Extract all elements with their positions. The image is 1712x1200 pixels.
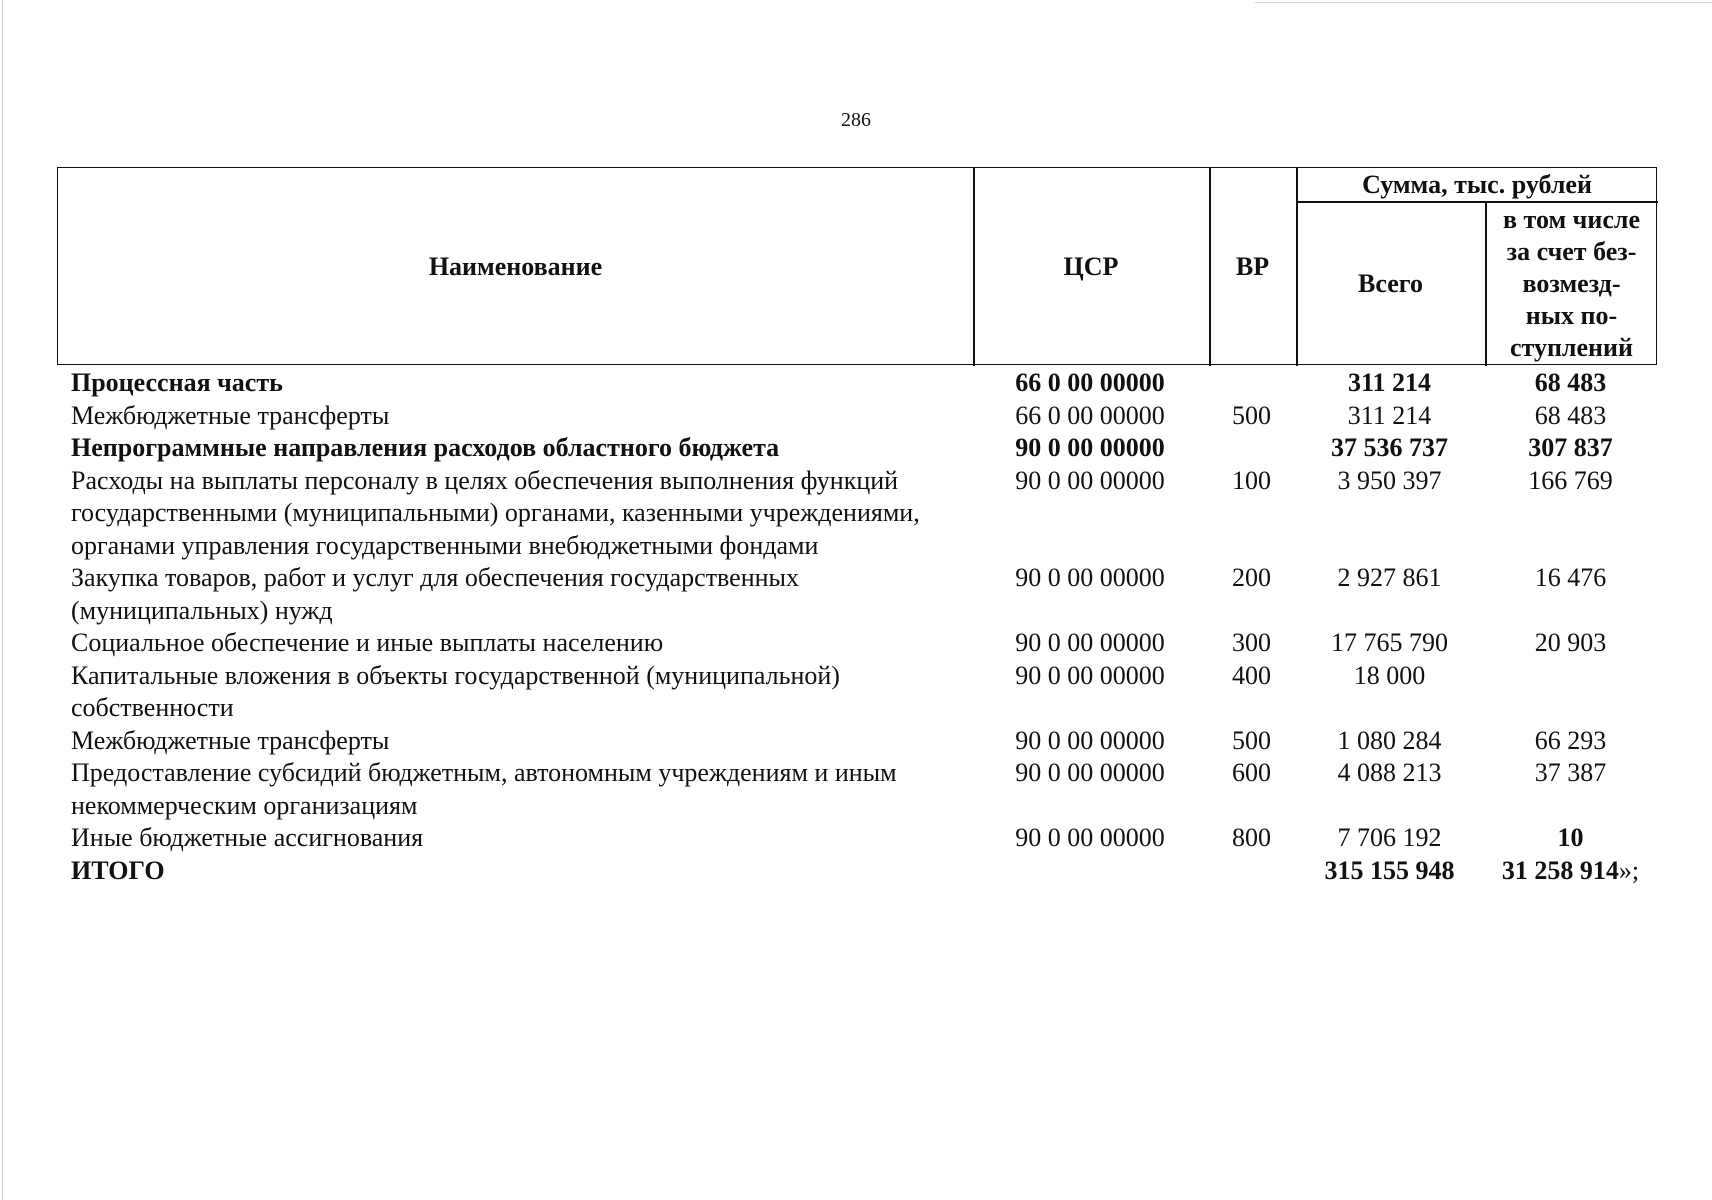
row-csr: [972, 855, 1208, 888]
row-csr: 90 0 00 00000: [1015, 660, 1165, 690]
row-name: Процессная часть: [71, 368, 283, 397]
table-row-total: [57, 855, 1657, 888]
row-vr: 600: [1232, 758, 1271, 787]
row-name: Закупка товаров, работ и услуг для обеспечения государственных (муниципальных) нужд: [71, 563, 800, 625]
row-gratis-cell: [1484, 855, 1657, 888]
row-csr: 90 0 00 00000: [1015, 628, 1165, 657]
row-csr: 90 0 00 00000: [1015, 823, 1165, 852]
row-gratis: 166 769: [1528, 465, 1613, 495]
header-csr: ЦСР: [1063, 252, 1119, 281]
row-gratis: 20 903: [1534, 628, 1607, 657]
page-number: 286: [841, 109, 871, 131]
row-csr: 90 0 00 00000: [1015, 563, 1165, 592]
row-csr: 90 0 00 00000: [1015, 758, 1165, 787]
row-gratis: 10: [1557, 823, 1584, 852]
row-vr: 200: [1232, 563, 1271, 592]
closing-quote: »;: [1618, 855, 1640, 885]
header-sum-group: Сумма, тыс. рублей: [1362, 169, 1592, 199]
row-gratis: 68 483: [1534, 400, 1607, 430]
table-row: [57, 367, 1657, 400]
row-total: 311 214: [1347, 400, 1432, 430]
row-vr: 800: [1232, 823, 1271, 852]
row-name: Межбюджетные трансферты: [71, 725, 390, 755]
row-gratis: 31 258 914: [1501, 855, 1619, 885]
table-row: [57, 465, 1657, 563]
header-name: Наименование: [428, 252, 603, 281]
table-row: [57, 432, 1657, 465]
table-row: [57, 757, 1657, 822]
row-name: Межбюджетные трансферты: [71, 400, 390, 430]
table-row: [57, 400, 1657, 433]
row-gratis: 66 293: [1534, 725, 1607, 755]
header-gratis-line: ступлений: [1509, 332, 1634, 362]
row-total: 1 080 284: [1337, 725, 1442, 755]
row-total: 18 000: [1353, 660, 1426, 690]
table-body: [57, 367, 1657, 887]
row-vr: [1208, 855, 1295, 888]
row-name: Предоставление субсидий бюджетным, автономным учреждениям и иным некоммерческим организациям: [71, 758, 897, 820]
scan-edge-top: [1255, 2, 1712, 3]
row-total: 37 536 737: [1331, 433, 1448, 462]
row-name: Иные бюджетные ассигнования: [71, 823, 424, 852]
row-vr: 500: [1232, 725, 1271, 755]
scan-edge-left: [2, 0, 3, 1200]
row-total: 7 706 192: [1337, 823, 1442, 852]
header-vr: ВР: [1235, 252, 1270, 281]
row-name: Социальное обеспечение и иные выплаты населению: [71, 628, 664, 657]
row-total: 311 214: [1347, 368, 1432, 397]
header-gratis-line: возмезд-: [1522, 268, 1621, 298]
table-row: [57, 822, 1657, 855]
row-csr: 90 0 00 00000: [1015, 725, 1165, 755]
row-name: Непрограммные направления расходов областного бюджета: [71, 433, 780, 462]
row-gratis: [1484, 660, 1657, 725]
row-vr: 400: [1232, 660, 1271, 690]
header-gratis-line: в том числе: [1503, 204, 1640, 234]
row-name: Расходы на выплаты персоналу в целях обеспечения выполнения функций государственными (муниципальными) органами, казенными учреждениями, органами управления государственными внебюджетными фондами: [71, 465, 920, 560]
row-csr: 66 0 00 00000: [1015, 400, 1165, 430]
row-total: 4 088 213: [1337, 758, 1442, 787]
row-vr: [1208, 432, 1295, 465]
header-gratis-line: ных по-: [1525, 300, 1618, 330]
row-gratis: 16 476: [1534, 563, 1607, 592]
table-header: [57, 167, 1657, 365]
row-gratis: 68 483: [1534, 368, 1607, 397]
row-csr: 90 0 00 00000: [1015, 433, 1165, 462]
row-gratis: 307 837: [1528, 433, 1613, 462]
row-total: 17 765 790: [1331, 628, 1448, 657]
header-gratis-line: за счет без-: [1506, 236, 1637, 266]
table-row: [57, 660, 1657, 725]
row-vr: 300: [1232, 628, 1271, 657]
row-name: ИТОГО: [71, 855, 165, 885]
row-vr: 100: [1232, 465, 1271, 495]
row-name: Капитальные вложения в объекты государственной (муниципальной) собственности: [71, 660, 840, 722]
table-row: [57, 562, 1657, 627]
row-csr: 90 0 00 00000: [1015, 465, 1165, 495]
row-total: 3 950 397: [1337, 465, 1442, 495]
row-vr: [1208, 367, 1295, 400]
row-vr: 500: [1232, 400, 1271, 430]
row-total: 315 155 948: [1324, 855, 1455, 885]
table-row: [57, 627, 1657, 660]
row-total: 2 927 861: [1337, 563, 1442, 592]
header-gratis: [1485, 201, 1658, 366]
table-row: [57, 725, 1657, 758]
header-total: Всего: [1358, 268, 1423, 298]
row-gratis: 37 387: [1534, 758, 1607, 787]
row-csr: 66 0 00 00000: [1015, 368, 1165, 397]
